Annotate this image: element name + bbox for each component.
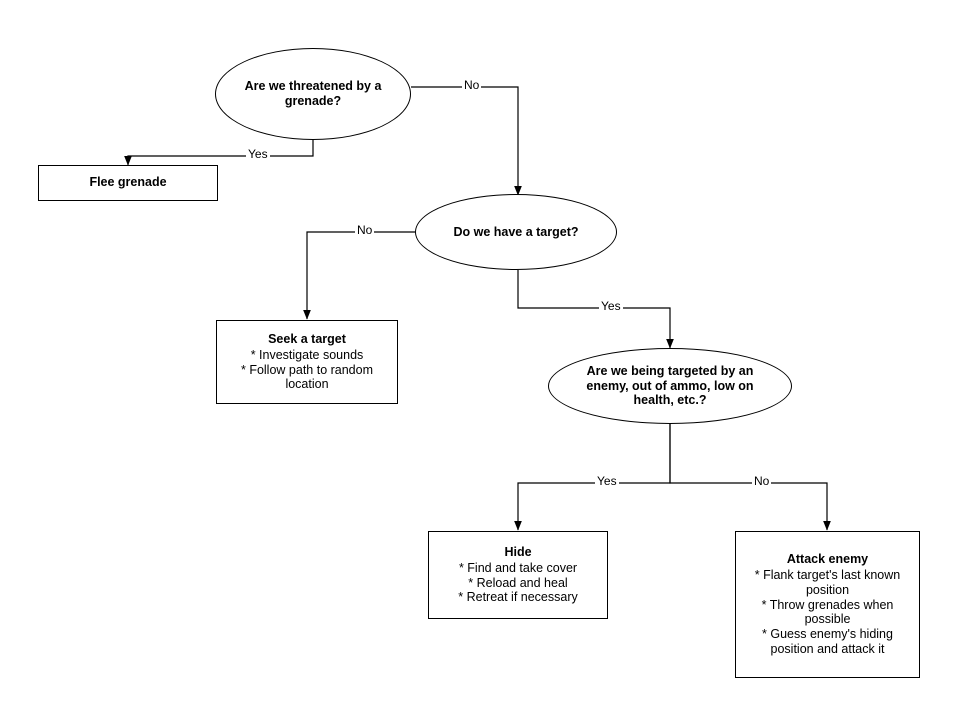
node-label: Do we have a target? bbox=[453, 224, 579, 239]
node-do-we-have-target[interactable] bbox=[415, 194, 617, 270]
edge-label-danger-no: No bbox=[754, 474, 770, 488]
node-title: Seek a target bbox=[268, 332, 346, 346]
edge-label-target-yes: Yes bbox=[601, 299, 621, 313]
edge-threat-yes bbox=[128, 140, 313, 165]
node-line: * Throw grenades when possible bbox=[761, 597, 894, 627]
node-title: Hide bbox=[504, 545, 532, 559]
node-label: Are we threatened by a grenade? bbox=[244, 79, 382, 108]
edge-threat-no bbox=[411, 87, 518, 195]
edge-target-yes bbox=[518, 270, 670, 348]
edge-target-no bbox=[307, 232, 415, 319]
edge-danger-yes bbox=[518, 424, 670, 530]
node-line: * Guess enemy's hiding position and attack it bbox=[762, 627, 893, 656]
edge-danger-no bbox=[670, 424, 827, 530]
edge-label-threat-yes: Yes bbox=[248, 147, 268, 161]
node-line: * Find and take cover bbox=[458, 560, 578, 575]
node-line: * Flank target's last known position bbox=[754, 568, 901, 597]
node-label: Are we being targeted by an enemy, out of ammo, low on health, etc.? bbox=[586, 363, 754, 408]
node-seek-a-target[interactable] bbox=[216, 320, 398, 404]
node-flee-grenade[interactable] bbox=[38, 165, 218, 201]
node-line: * Follow path to random location bbox=[240, 362, 373, 392]
node-line: * Reload and heal bbox=[468, 575, 568, 590]
node-title: Flee grenade bbox=[89, 175, 167, 190]
node-line: * Retreat if necessary bbox=[458, 590, 578, 605]
node-line: * Investigate sounds bbox=[250, 347, 364, 362]
edge-label-threat-no: No bbox=[464, 78, 480, 92]
edge-label-danger-yes: Yes bbox=[597, 474, 617, 488]
edge-label-target-no: No bbox=[357, 223, 373, 237]
node-are-we-being-targeted[interactable] bbox=[548, 348, 792, 424]
node-hide[interactable] bbox=[428, 531, 608, 619]
node-attack-enemy[interactable] bbox=[735, 531, 920, 678]
node-title: Attack enemy bbox=[786, 552, 869, 567]
node-threatened-by-grenade[interactable] bbox=[215, 48, 411, 140]
